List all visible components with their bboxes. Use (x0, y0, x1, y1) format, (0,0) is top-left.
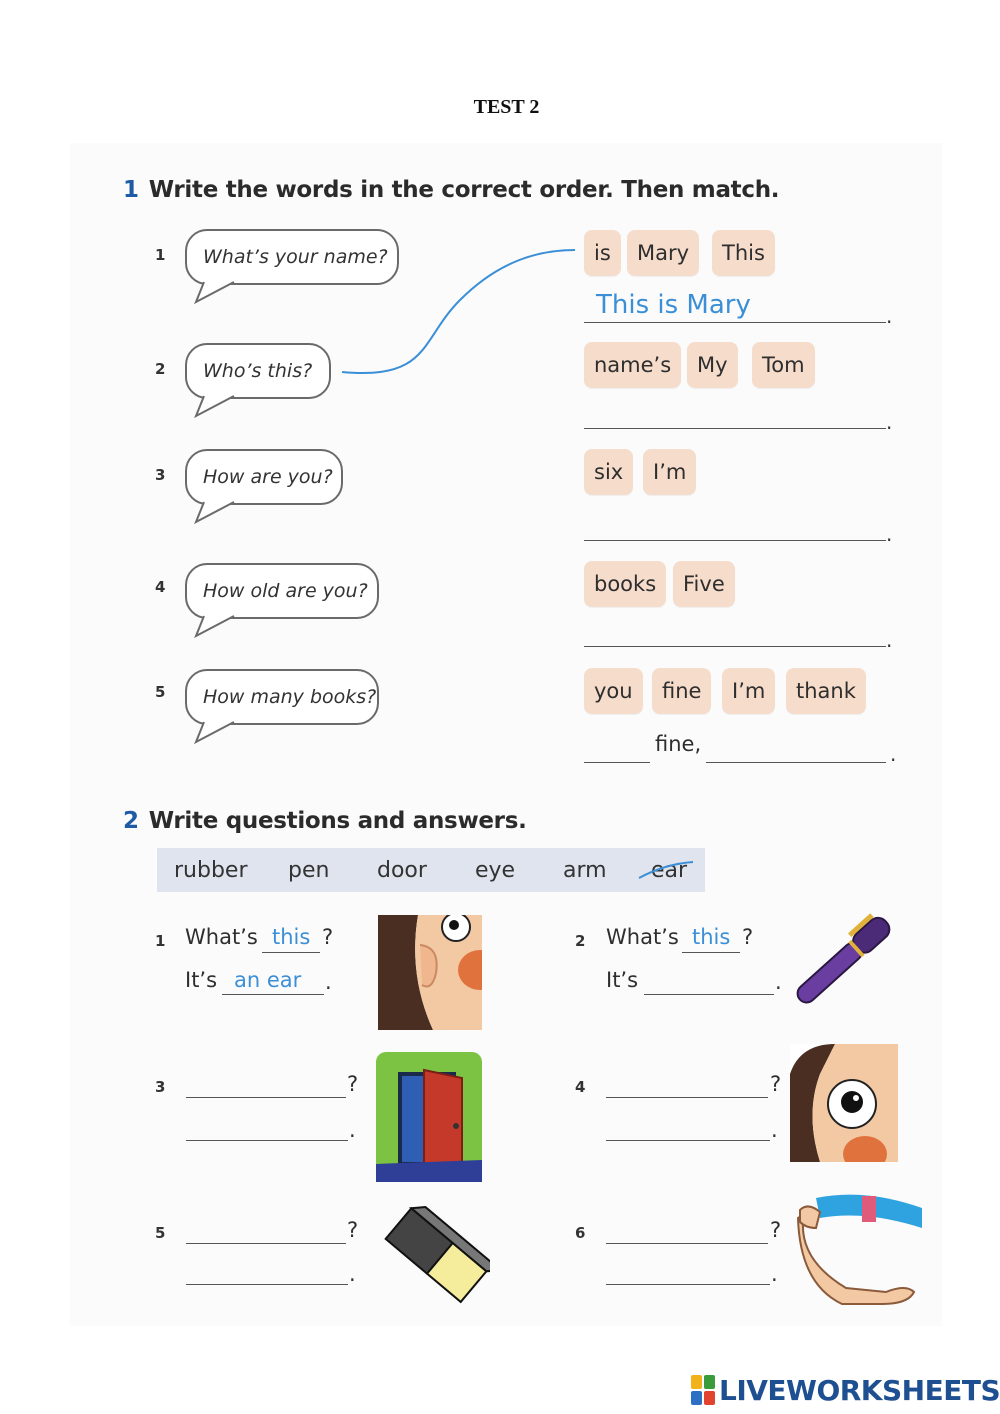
question-prefix: What’s (606, 925, 679, 949)
full-stop: . (886, 628, 893, 652)
ex2-item-number: 3 (155, 1078, 166, 1096)
liveworksheets-logo (691, 1373, 1000, 1407)
word-box (157, 848, 705, 892)
speech-bubble (185, 449, 343, 505)
answer-line[interactable] (186, 1097, 346, 1098)
answer-line[interactable] (262, 952, 320, 953)
word-box-item: rubber (174, 857, 248, 883)
eye-picture (790, 1044, 898, 1162)
answer-line[interactable] (584, 428, 886, 429)
example-answer: This is Mary (596, 290, 751, 320)
speech-bubble-tail (194, 722, 244, 752)
ex1-item-number: 1 (155, 246, 166, 264)
full-stop: . (886, 522, 893, 546)
ex2-item-number: 1 (155, 932, 166, 950)
sentence-fragment: fine, (655, 732, 702, 756)
word-tile[interactable]: I’m (722, 668, 775, 714)
cross-out-mark (637, 857, 697, 884)
ex1-item-number: 4 (155, 578, 166, 596)
answer-line[interactable] (186, 1140, 348, 1141)
answer-line[interactable] (186, 1284, 348, 1285)
answer-line[interactable] (606, 1284, 770, 1285)
rubber-picture (378, 1200, 490, 1312)
bubble-text: How many books? (203, 686, 377, 708)
word-tile[interactable]: six (584, 449, 633, 495)
answer-line[interactable] (606, 1140, 770, 1141)
word-tile[interactable]: I’m (643, 449, 696, 495)
speech-bubble (185, 229, 399, 285)
answer-prefix: It’s (606, 968, 639, 992)
answer-prefix: It’s (185, 968, 218, 992)
answer-line[interactable] (606, 1243, 768, 1244)
speech-bubble-tail (194, 502, 244, 532)
full-stop: . (349, 1262, 356, 1286)
answer-line[interactable] (606, 1097, 768, 1098)
speech-bubble-tail (194, 282, 244, 312)
full-stop: . (886, 304, 893, 328)
ex2-item-number: 5 (155, 1224, 166, 1242)
full-stop: . (886, 410, 893, 434)
ex2-item-number: 4 (575, 1078, 586, 1096)
ex1-item-number: 2 (155, 360, 166, 378)
speech-bubble (185, 343, 331, 399)
bubble-text: How old are you? (203, 580, 368, 602)
question-mark: ? (347, 1072, 359, 1096)
ex2-item-number: 2 (575, 932, 586, 950)
bubble-text: How are you? (203, 466, 333, 488)
example-answer: this (692, 925, 731, 949)
logo-text: LIVEWORKSHEETS (719, 1373, 1000, 1407)
exercise-2-instruction: Write questions and answers. (148, 808, 527, 834)
ear-picture (378, 915, 482, 1030)
answer-line[interactable] (584, 646, 886, 647)
full-stop: . (890, 742, 897, 766)
answer-line[interactable] (584, 540, 886, 541)
question-mark: ? (322, 925, 334, 949)
bubble-text: What’s your name? (203, 246, 388, 268)
logo-icon (691, 1375, 715, 1405)
word-tile[interactable]: you (584, 668, 643, 714)
arm-picture (796, 1188, 922, 1312)
exercise-1-number: 1 (123, 177, 139, 203)
answer-line[interactable] (706, 762, 886, 763)
ex2-item-number: 6 (575, 1224, 586, 1242)
answer-line[interactable] (584, 762, 650, 763)
speech-bubble (185, 669, 379, 725)
word-tile[interactable]: fine (652, 668, 711, 714)
pen-picture (788, 905, 904, 1011)
example-answer: an ear (234, 968, 302, 992)
full-stop: . (771, 1118, 778, 1142)
question-prefix: What’s (185, 925, 258, 949)
answer-line[interactable] (644, 994, 774, 995)
speech-bubble-tail (194, 396, 244, 426)
word-box-item: eye (475, 857, 516, 883)
word-box-item: pen (288, 857, 330, 883)
word-tile[interactable]: My (687, 342, 738, 388)
speech-bubble (185, 563, 379, 619)
exercise-2-heading (123, 808, 527, 834)
full-stop: . (775, 970, 782, 994)
word-tile[interactable]: is (584, 230, 621, 276)
example-answer: this (272, 925, 311, 949)
full-stop: . (349, 1118, 356, 1142)
ex1-item-number: 5 (155, 683, 166, 701)
word-box-item: door (377, 857, 427, 883)
question-mark: ? (770, 1218, 782, 1242)
full-stop: . (325, 970, 332, 994)
word-tile[interactable]: books (584, 561, 666, 607)
word-tile[interactable]: thank (786, 668, 866, 714)
answer-line[interactable] (222, 994, 324, 995)
answer-line[interactable] (584, 322, 886, 323)
word-box-item: arm (563, 857, 607, 883)
bubble-text: Who’s this? (203, 360, 313, 382)
test-title: TEST 2 (473, 96, 540, 118)
answer-line[interactable] (682, 952, 740, 953)
full-stop: . (771, 1262, 778, 1286)
word-box-item-crossed: ear (651, 857, 688, 883)
word-tile[interactable]: Mary (627, 230, 699, 276)
word-tile[interactable]: This (712, 230, 775, 276)
speech-bubble-tail (194, 616, 244, 646)
word-tile[interactable]: Tom (752, 342, 815, 388)
exercise-2-number: 2 (123, 808, 139, 834)
door-picture (376, 1052, 482, 1182)
word-tile[interactable]: Five (673, 561, 735, 607)
question-mark: ? (770, 1072, 782, 1096)
question-mark: ? (742, 925, 754, 949)
word-tile[interactable]: name’s (584, 342, 681, 388)
ex1-item-number: 3 (155, 466, 166, 484)
answer-line[interactable] (186, 1243, 346, 1244)
question-mark: ? (347, 1218, 359, 1242)
exercise-1-instruction: Write the words in the correct order. Then match. (148, 177, 780, 203)
